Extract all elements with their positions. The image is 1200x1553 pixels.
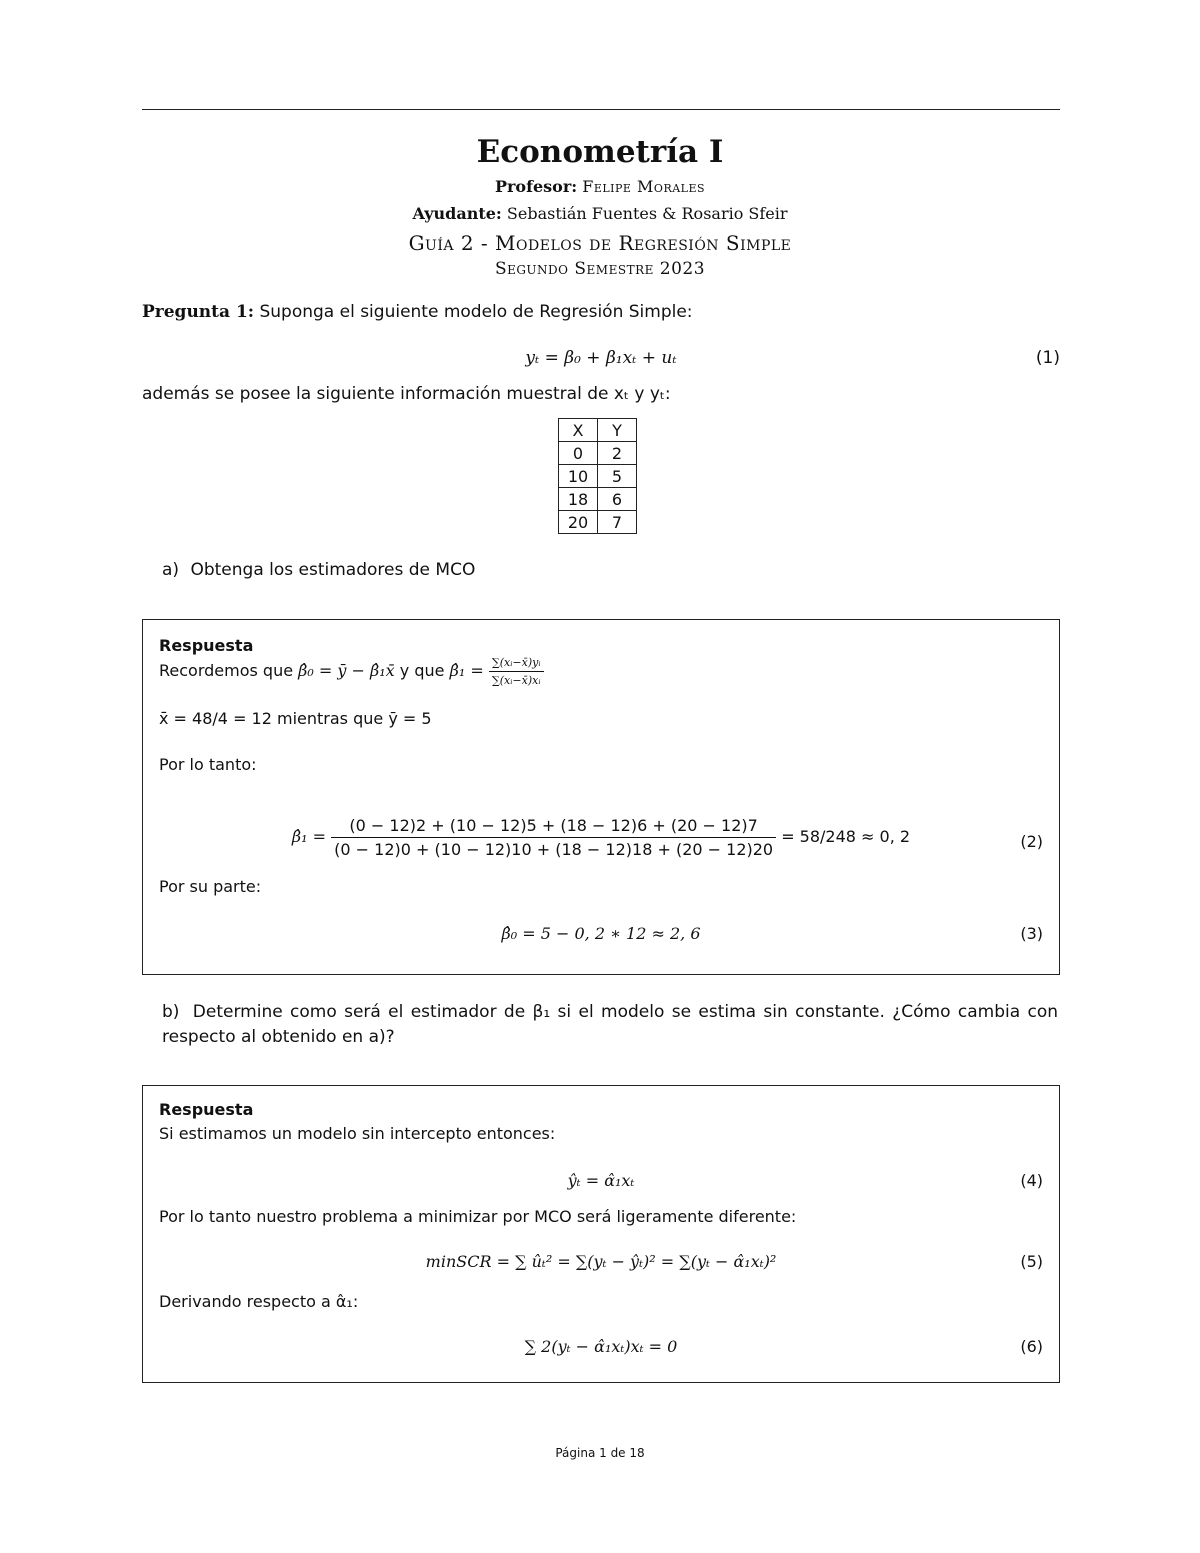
answer-b-intro: Si estimamos un modelo sin intercepto entonces:: [159, 1124, 556, 1143]
assistant-label: Ayudante:: [412, 204, 502, 223]
guide-title: Guía 2 - Modelos de Regresión Simple: [408, 231, 792, 255]
equation-6-number: (6): [1020, 1337, 1043, 1356]
table-row: [559, 442, 637, 465]
recall-prefix: Recordemos que: [159, 661, 294, 680]
equation-4-number: (4): [1020, 1171, 1043, 1190]
table-row: [559, 465, 637, 488]
part-b-text: Determine como será el estimador de β₁ si el modelo se estima sin constante. ¿Cómo cambia con respecto al obtenido en a)?: [162, 1002, 1058, 1047]
equation-5-number: (5): [1020, 1252, 1043, 1271]
part-a: [162, 560, 475, 580]
equation-3: β̂₀ = 5 − 0, 2 ∗ 12 ≈ 2, 6: [501, 924, 701, 943]
recall-numerator: ∑(xᵢ−x̄)yᵢ: [489, 656, 544, 672]
professor-name: Felipe Morales: [582, 177, 706, 196]
part-b-label: b): [162, 1002, 180, 1022]
answer-b-problem: Por lo tanto nuestro problema a minimizar por MCO será ligeramente diferente:: [159, 1207, 797, 1226]
question-text: Suponga el siguiente modelo de Regresión Simple:: [259, 302, 693, 322]
table-header-cell: X: [559, 419, 598, 442]
equation-2-denominator: (0 − 12)0 + (10 − 12)10 + (18 − 12)18 + (20 − 12)20: [334, 840, 774, 859]
answer-b-heading: Respuesta: [159, 1100, 254, 1119]
header-rule: [142, 109, 1060, 110]
recall-mid: y que: [399, 661, 445, 680]
equation-6: ∑ 2(yₜ − α̂₁xₜ)xₜ = 0: [524, 1337, 678, 1356]
part-a-text: Obtenga los estimadores de MCO: [190, 560, 476, 580]
table-header-row: [559, 419, 637, 442]
table-row: [559, 511, 637, 534]
answer-box-b: [142, 1085, 1060, 1383]
recall-fraction: [489, 656, 544, 687]
equation-2-fraction: [331, 816, 776, 859]
equation-2: [143, 816, 1059, 859]
professor-line: [0, 177, 1200, 196]
recall-b1: β̂₁ =: [449, 661, 484, 680]
equation-1-body: yₜ = β₀ + β₁xₜ + uₜ: [525, 348, 677, 368]
sample-table: [558, 418, 637, 534]
equation-2-rhs: = 58/248 ≈ 0, 2: [781, 827, 911, 846]
equation-2-lhs: β̂₁ =: [291, 827, 327, 846]
equation-4: ŷₜ = α̂₁xₜ: [567, 1171, 635, 1190]
table-cell: 7: [598, 511, 637, 534]
table-header-cell: Y: [598, 419, 637, 442]
assistant-names: Sebastián Fuentes & Rosario Sfeir: [506, 204, 788, 223]
equation-2-numerator: (0 − 12)2 + (10 − 12)5 + (18 − 12)6 + (20 − 12)7: [331, 816, 776, 838]
equation-3-number: (3): [1020, 924, 1043, 943]
answer-a-means: x̄ = 48/4 = 12 mientras que ȳ = 5: [159, 709, 432, 728]
sample-info: además se posee la siguiente información muestral de xₜ y yₜ:: [142, 384, 671, 404]
table-cell: 20: [559, 511, 598, 534]
part-a-label: a): [162, 560, 180, 580]
table-cell: 10: [559, 465, 598, 488]
table-cell: 6: [598, 488, 637, 511]
question-label: Pregunta 1:: [142, 302, 255, 322]
answer-a-por-su-parte: Por su parte:: [159, 877, 262, 896]
question-1: [142, 302, 693, 322]
answer-a-heading: Respuesta: [159, 636, 254, 655]
table-cell: 0: [559, 442, 598, 465]
equation-2-number: (2): [1020, 832, 1043, 851]
answer-a-recall: [159, 656, 544, 687]
part-b: [162, 1000, 1058, 1050]
table-cell: 18: [559, 488, 598, 511]
recall-denominator: ∑(xᵢ−x̄)xᵢ: [491, 674, 541, 687]
professor-label: Profesor:: [494, 177, 578, 196]
table-cell: 5: [598, 465, 637, 488]
table-cell: 2: [598, 442, 637, 465]
table-row: [559, 488, 637, 511]
equation-1-number: (1): [1035, 348, 1060, 368]
equation-5: minSCR = ∑ ûₜ² = ∑(yₜ − ŷₜ)² = ∑(yₜ − α̂₁xₜ)²: [425, 1252, 777, 1271]
answer-b-derive: Derivando respecto a α̂₁:: [159, 1292, 359, 1311]
semester: Segundo Semestre 2023: [494, 259, 706, 279]
assistant-line: [0, 204, 1200, 223]
document-title: Econometría I: [476, 134, 724, 170]
answer-box-a: [142, 619, 1060, 975]
page-footer: Página 1 de 18: [555, 1446, 645, 1460]
answer-a-therefore: Por lo tanto:: [159, 755, 257, 774]
recall-b0: β̂₀ = ȳ − β̂₁x̄: [298, 661, 395, 680]
